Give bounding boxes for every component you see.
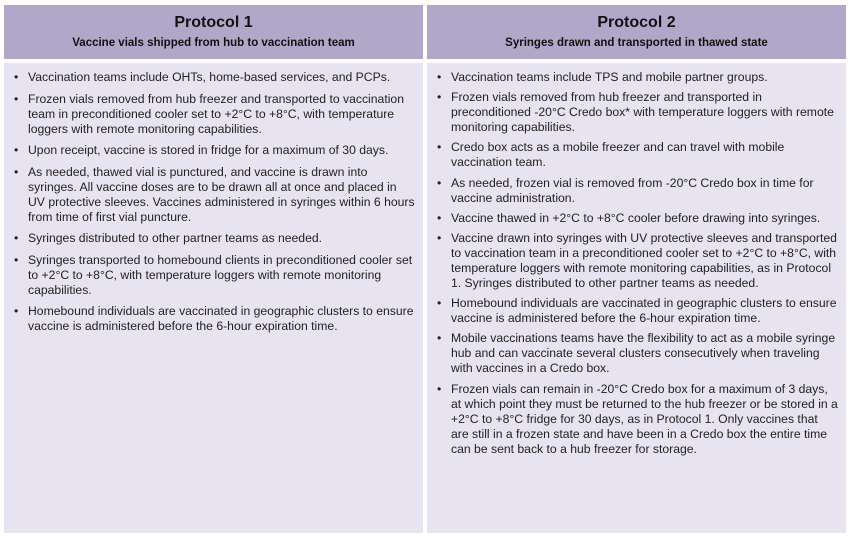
list-item: • Credo box acts as a mobile freezer and can travel with mobile vaccination team. xyxy=(435,140,838,170)
list-item: • Syringes transported to homebound clients in preconditioned cooler set to +2°C to +8°C, with temperature loggers with remote monitoring capabilities. xyxy=(12,253,415,298)
protocol-2-list xyxy=(435,70,838,457)
protocol-1-title: Protocol 1 xyxy=(174,14,253,31)
protocol-2-column xyxy=(427,5,846,533)
list-item: • Homebound individuals are vaccinated in geographic clusters to ensure vaccine is administered before the 6-hour expiration time. xyxy=(435,296,838,326)
protocol-comparison-table xyxy=(4,5,846,533)
protocol-1-body xyxy=(4,63,423,533)
protocol-1-list xyxy=(12,70,415,334)
list-item: • Mobile vaccinations teams have the flexibility to act as a mobile syringe hub and can vaccinate several clusters consecutively when traveling with vaccines in a Credo box. xyxy=(435,331,838,376)
protocol-2-title: Protocol 2 xyxy=(597,14,676,31)
list-item: • Vaccination teams include OHTs, home-based services, and PCPs. xyxy=(12,70,415,85)
protocol-1-header xyxy=(4,5,423,59)
list-item: • As needed, thawed vial is punctured, and vaccine is drawn into syringes. All vaccine doses are to be drawn all at once and placed in UV protective sleeves. Vaccines administered in syringes within 6 hours from time of first vial puncture. xyxy=(12,165,415,225)
list-item: • Vaccine thawed in +2°C to +8°C cooler before drawing into syringes. xyxy=(435,211,838,226)
protocol-1-subtitle: Vaccine vials shipped from hub to vaccination team xyxy=(72,37,355,49)
protocol-2-subtitle: Syringes drawn and transported in thawed state xyxy=(505,37,768,49)
list-item: • Homebound individuals are vaccinated in geographic clusters to ensure vaccine is administered before the 6-hour expiration time. xyxy=(12,304,415,334)
list-item: • Frozen vials removed from hub freezer and transported in preconditioned -20°C Credo box* with temperature loggers with remote monitoring capabilities. xyxy=(435,90,838,135)
list-item: • Frozen vials removed from hub freezer and transported to vaccination team in preconditioned cooler set to +2°C to +8°C, with temperature loggers with remote monitoring capabilities. xyxy=(12,92,415,137)
protocol-2-body xyxy=(427,63,846,533)
protocol-1-column xyxy=(4,5,423,533)
list-item: • Vaccine drawn into syringes with UV protective sleeves and transported to vaccination team in a preconditioned cooler set to +2°C to +8°C, with temperature loggers with remote monitoring capabilities, as in Protocol 1. Syringes distributed to other partner teams as needed. xyxy=(435,231,838,291)
protocol-2-header xyxy=(427,5,846,59)
list-item: • As needed, frozen vial is removed from -20°C Credo box in time for vaccine administration. xyxy=(435,176,838,206)
list-item: • Upon receipt, vaccine is stored in fridge for a maximum of 30 days. xyxy=(12,143,415,158)
list-item: • Syringes distributed to other partner teams as needed. xyxy=(12,231,415,246)
list-item: • Frozen vials can remain in -20°C Credo box for a maximum of 3 days, at which point they must be returned to the hub freezer or be stored in a +2°C to +8°C fridge for 30 days, as in Protocol 1. Only vaccines that are still in a frozen state and have been in a Credo box the entire time can be sent back to a hub freezer for storage. xyxy=(435,382,838,457)
list-item: • Vaccination teams include TPS and mobile partner groups. xyxy=(435,70,838,85)
